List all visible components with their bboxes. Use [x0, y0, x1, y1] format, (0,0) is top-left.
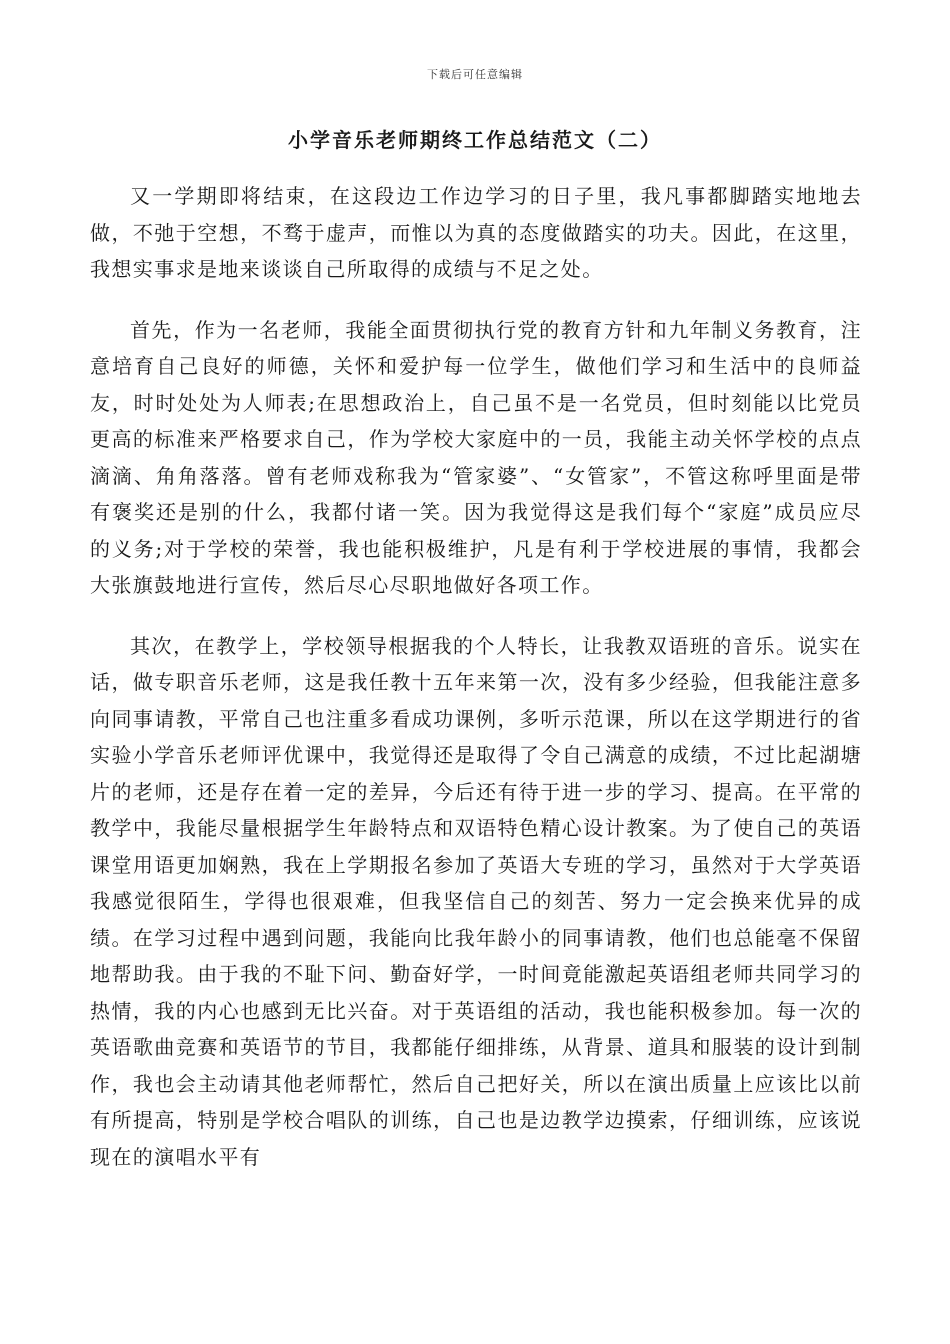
document-title: 小学音乐老师期终工作总结范文（二）: [288, 128, 662, 152]
document-body: [90, 178, 862, 1199]
paragraph-second: 其次，在教学上，学校领导根据我的个人特长，让我教双语班的音乐。说实在话，做专职音乐老师，这是我任教十五年来第一次，没有多少经验，但我能注意多向同事请教，平常自己也注重多看成功课例，多听示范课，所以在这学期进行的省实验小学音乐老师评优课中，我觉得还是取得了令自己满意的成绩，不过比起湖塘片的老师，还是存在着一定的差异，今后还有待于进一步的学习、提高。在平常的教学中，我能尽量根据学生年龄特点和双语特色精心设计教案。为了使自己的英语课堂用语更加娴熟，我在上学期报名参加了英语大专班的学习，虽然对于大学英语我感觉很陌生，学得也很艰难，但我坚信自己的刻苦、努力一定会换来优异的成绩。在学习过程中遇到问题，我能向比我年龄小的同事请教，他们也总能毫不保留地帮助我。由于我的不耻下问、勤奋好学，一时间竟能激起英语组老师共同学习的热情，我的内心也感到无比兴奋。对于英语组的活动，我也能积极参加。每一次的英语歌曲竞赛和英语节的节目，我都能仔细排练，从背景、道具和服装的设计到制作，我也会主动请其他老师帮忙，然后自己把好关，所以在演出质量上应该比以前有所提高，特别是学校合唱队的训练，自己也是边教学边摸索，仔细训练，应该说现在的演唱水平有: [90, 633, 862, 1169]
header-note: 下载后可任意编辑: [427, 68, 523, 81]
paragraph-intro: 又一学期即将结束，在这段边工作边学习的日子里，我凡事都脚踏实地地去做，不弛于空想，不骛于虚声，而惟以为真的态度做踏实的功夫。因此，在这里，我想实事求是地来谈谈自己所取得的成绩与不足之处。: [90, 184, 862, 281]
paragraph-first: 首先，作为一名老师，我能全面贯彻执行党的教育方针和九年制义务教育，注意培育自己良好的师德，关怀和爱护每一位学生，做他们学习和生活中的良师益友，时时处处为人师表;在思想政治上，自己虽不是一名党员，但时刻能以比党员更高的标准来严格要求自己，作为学校大家庭中的一员，我能主动关怀学校的点点滴滴、角角落落。曾有老师戏称我为“管家婆”、“女管家”，不管这称呼里面是带有褒奖还是别的什么，我都付诸一笑。因为我觉得这是我们每个“家庭”成员应尽的义务;对于学校的荣誉，我也能积极维护，凡是有利于学校进展的事情，我都会大张旗鼓地进行宣传，然后尽心尽职地做好各项工作。: [90, 317, 862, 597]
